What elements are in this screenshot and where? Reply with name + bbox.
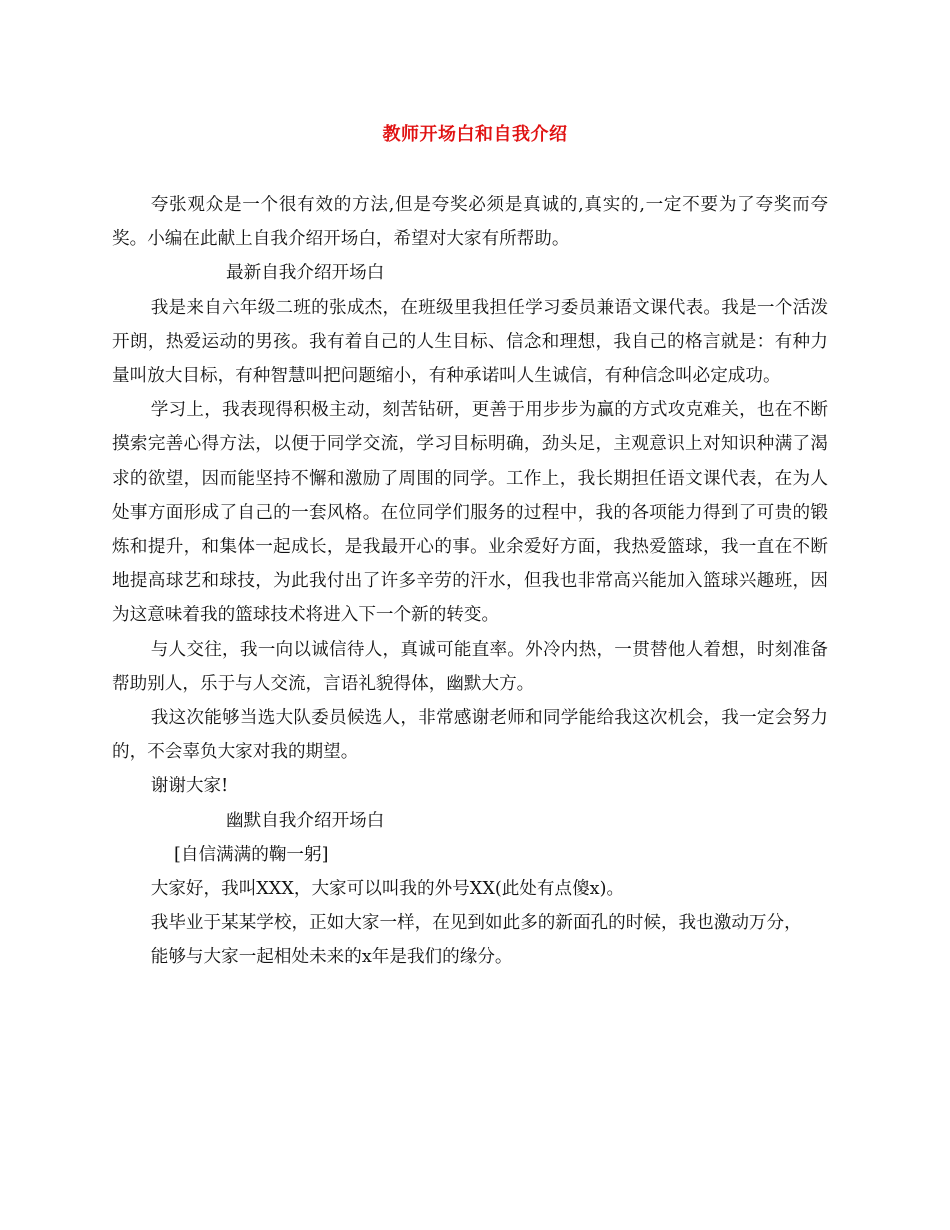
paragraph-self-intro: 我是来自六年级二班的张成杰，在班级里我担任学习委员兼语文课代表。我是一个活泼开朗，热爱运动的男孩。我有着自己的人生目标、信念和理想，我自己的格言就是：有种力量叫放大目标，有种智慧叫把问题缩小，有种承诺叫人生诚信，有种信念叫必定成功。 xyxy=(112,297,828,387)
stage-direction: [自信满满的鞠一躬] xyxy=(174,844,329,865)
paragraph-fate: 能够与大家一起相处未来的x年是我们的缘分。 xyxy=(150,947,513,968)
document-title: 教师开场白和自我介绍 xyxy=(382,124,568,145)
section-heading-latest: 最新自我介绍开场白 xyxy=(226,263,385,284)
paragraph-candidate: 我这次能够当选大队委员候选人，非常感谢老师和同学能给我这次机会，我一定会努力的，不会辜负大家对我的期望。 xyxy=(112,708,828,763)
paragraph-graduation: 我毕业于某某学校，正如大家一样，在见到如此多的新面孔的时候，我也激动万分， xyxy=(150,913,802,934)
paragraph-social: 与人交往，我一向以诚信待人，真诚可能直率。外冷内热，一贯替他人着想，时刻准备帮助别人，乐于与人交流，言语礼貌得体，幽默大方。 xyxy=(112,639,828,694)
paragraph-greeting: 大家好，我叫XXX，大家可以叫我的外号XX(此处有点傻x)。 xyxy=(150,879,625,900)
paragraph-study-work: 学习上，我表现得积极主动，刻苦钻研，更善于用步步为赢的方式攻克难关，也在不断摸索完善心得方法，以便于同学交流，学习目标明确，劲头足，主观意识上对知识种满了渴求的欲望，因而能坚持不懈和激励了周围的同学。工作上，我长期担任语文课代表，在为人处事方面形成了自己的一套风格。在位同学们服务的过程中，我的各项能力得到了可贵的锻炼和提升，和集体一起成长，是我最开心的事。业余爱好方面，我热爱篮球，我一直在不断地提高球艺和球技，为此我付出了许多辛劳的汗水，但我也非常高兴能加入篮球兴趣班，因为这意味着我的篮球技术将进入下一个新的转变。 xyxy=(112,400,828,626)
intro-paragraph: 夸张观众是一个很有效的方法,但是夸奖必须是真诚的,真实的,一定不要为了夸奖而夸奖。小编在此献上自我介绍开场白，希望对大家有所帮助。 xyxy=(112,195,828,250)
paragraph-thanks: 谢谢大家! xyxy=(150,776,229,797)
document-body xyxy=(112,188,828,975)
section-heading-humor: 幽默自我介绍开场白 xyxy=(226,810,385,831)
